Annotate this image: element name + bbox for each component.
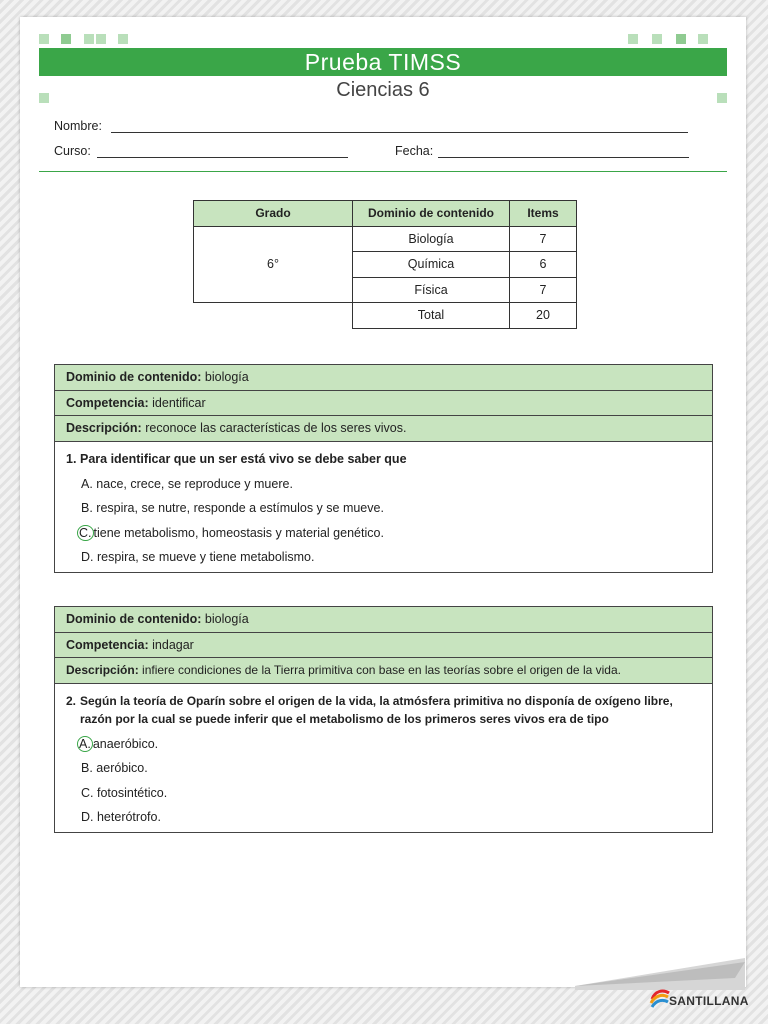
competence-row (55, 633, 712, 659)
option-b[interactable] (66, 496, 701, 521)
question-text (66, 692, 701, 728)
option-text: heterótrofo. (96, 810, 161, 824)
question-card-1 (54, 364, 713, 573)
option-letter: D. (81, 810, 94, 824)
items-cell: 7 (510, 277, 577, 303)
table-header: Grado (194, 201, 353, 227)
option-letter: B. (81, 501, 93, 515)
correct-answer-mark: C. (79, 525, 92, 540)
question-card-2 (54, 606, 713, 833)
description-label: Descripción: (66, 421, 142, 435)
competence-value: indagar (152, 637, 194, 652)
table-header: Dominio de contenido (353, 201, 510, 227)
option-text: aeróbico. (96, 761, 148, 775)
course-label: Curso: (54, 144, 91, 158)
decor-square (61, 34, 71, 44)
option-text: respira, se nutre, responde a estímulos y se mueve. (96, 501, 384, 515)
domain-cell: Física (353, 277, 510, 303)
items-cell: 20 (510, 303, 577, 329)
decor-square (84, 34, 94, 44)
name-label: Nombre: (54, 119, 102, 133)
question-stem-line: razón por la cual se puede inferir que el metabolismo de los primeros seres vivos era de tipo (80, 711, 609, 726)
description-value: reconoce las características de los seres vivos. (145, 421, 407, 435)
page-title: Prueba TIMSS (39, 48, 727, 76)
competence-label: Competencia: (66, 637, 149, 652)
question-text (66, 450, 701, 468)
domain-value: biología (204, 370, 249, 384)
option-text: fotosintético. (96, 785, 168, 800)
empty-cell (194, 303, 353, 329)
option-text: tiene metabolismo, homeostasis y material genético. (93, 525, 384, 540)
question-stem-line: Según la teoría de Oparín sobre el origen de la vida, la atmósfera primitiva no disponía de oxígeno libre, (80, 693, 673, 708)
date-field[interactable] (438, 157, 689, 158)
domain-row (55, 365, 712, 391)
date-label: Fecha: (395, 144, 434, 158)
decor-square (39, 34, 49, 44)
description-label: Descripción: (66, 663, 139, 677)
decor-square (118, 34, 128, 44)
option-c[interactable] (66, 521, 701, 546)
correct-answer-mark: A. (79, 736, 91, 751)
items-cell: 7 (510, 226, 577, 252)
domain-cell: Química (353, 252, 510, 278)
question-body (55, 442, 712, 572)
domain-row (55, 607, 712, 633)
option-letter: C. (81, 785, 94, 800)
grade-cell: 6° (194, 226, 353, 303)
option-d[interactable] (66, 545, 701, 570)
domain-cell: Total (353, 303, 510, 329)
question-stem: Para identificar que un ser está vivo se debe saber que (80, 451, 407, 466)
decor-square (676, 34, 686, 44)
worksheet-page (20, 17, 746, 987)
competence-value: identificar (152, 395, 206, 410)
option-c[interactable] (66, 781, 701, 806)
brand-name: SANTILLANA (669, 994, 749, 1008)
name-field[interactable] (111, 132, 688, 133)
option-d[interactable] (66, 805, 701, 830)
option-a[interactable] (66, 472, 701, 497)
decor-square (96, 34, 106, 44)
items-cell: 6 (510, 252, 577, 278)
domain-cell: Biología (353, 226, 510, 252)
option-b[interactable] (66, 756, 701, 781)
description-row (55, 658, 712, 684)
decor-square (652, 34, 662, 44)
course-field[interactable] (97, 157, 348, 158)
option-letter: D. (81, 550, 94, 564)
option-letter: B. (81, 761, 93, 775)
summary-table (193, 200, 577, 329)
table-header: Items (510, 201, 577, 227)
domain-label: Dominio de contenido: (66, 612, 202, 626)
description-row (55, 416, 712, 442)
page-subtitle: Ciencias 6 (336, 79, 430, 101)
option-text: nace, crece, se reproduce y muere. (96, 476, 293, 491)
option-text: anaeróbico. (92, 736, 159, 751)
competence-label: Competencia: (66, 395, 149, 410)
domain-value: biología (204, 612, 249, 626)
domain-label: Dominio de contenido: (66, 370, 202, 384)
question-body (55, 684, 712, 832)
header-divider (39, 171, 727, 172)
option-letter: A. (81, 476, 93, 491)
option-a[interactable] (66, 732, 701, 757)
decor-square (628, 34, 638, 44)
competence-row (55, 391, 712, 417)
decor-square (698, 34, 708, 44)
option-text: respira, se mueve y tiene metabolismo. (96, 550, 315, 564)
question-number: 1. (66, 451, 77, 466)
question-number: 2. (66, 693, 77, 708)
description-value: infiere condiciones de la Tierra primitiva con base en las teorías sobre el origen de la vida. (142, 663, 621, 677)
